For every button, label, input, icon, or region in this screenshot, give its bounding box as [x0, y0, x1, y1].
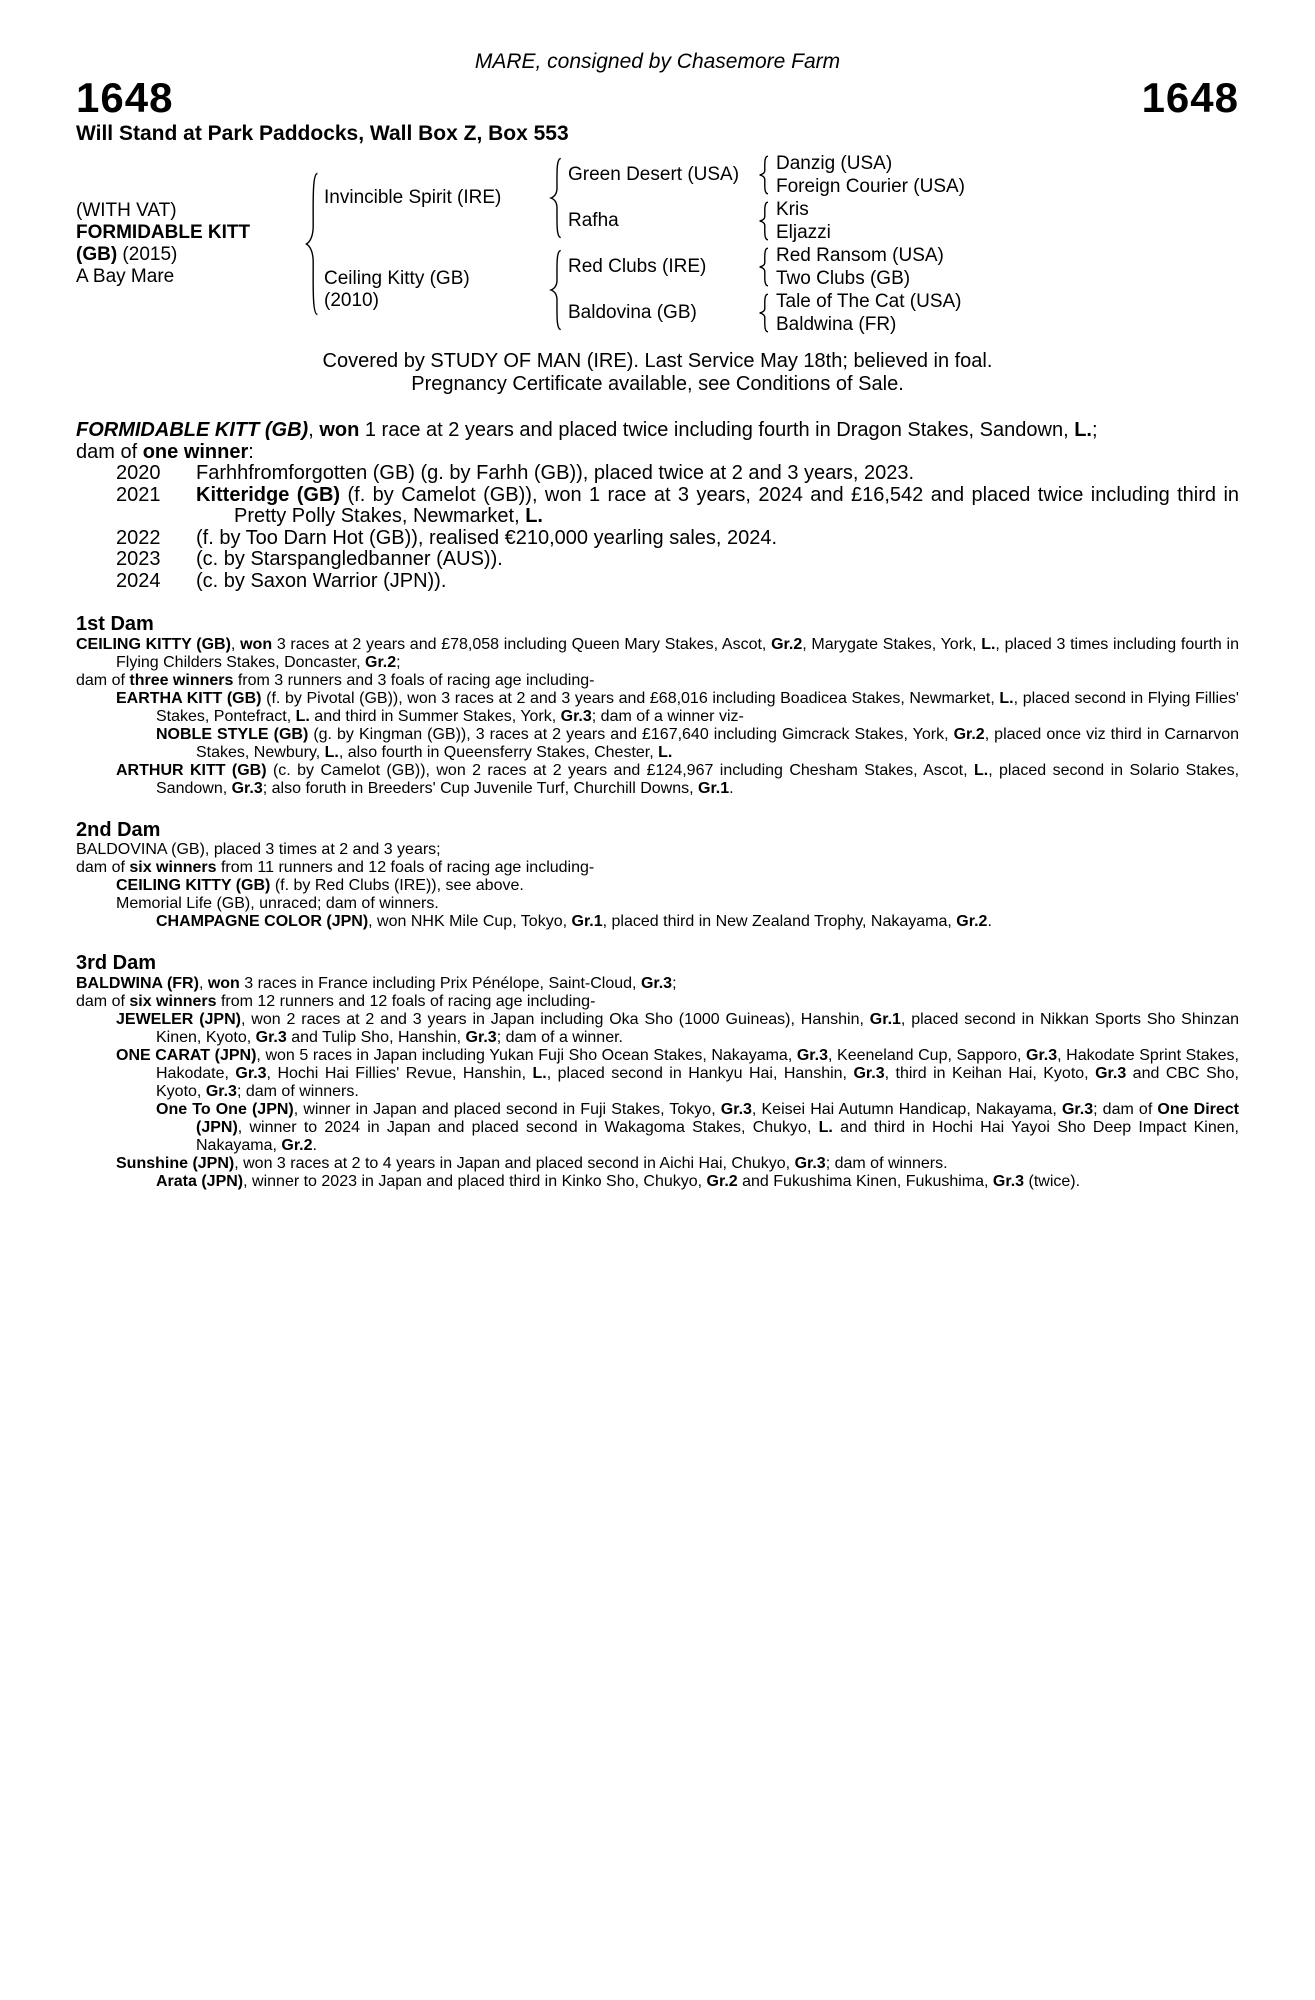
dam-sire-name: [568, 244, 750, 290]
produce-record-row: [76, 485, 1239, 528]
produce-record-row: [76, 528, 1239, 550]
pedigree-brace-column-1: [298, 152, 324, 336]
gen3-name-text: Danzig (USA): [776, 152, 893, 174]
vat-note: (WITH VAT): [76, 200, 177, 221]
paragraph-dam3-damof: dam of six winners from 12 runners and 12 foals of racing age including-: [76, 992, 596, 1010]
first-dam-heading: 1st Dam: [76, 613, 154, 635]
pedigree-gen2-column: [568, 152, 750, 336]
pedigree-gen3-column: [776, 152, 1239, 336]
pedigree-gen1-column: [324, 152, 542, 336]
covering-details: [76, 350, 1239, 396]
covered-line: Covered by STUDY OF MAN (IRE). Last Service May 18th; believed in foal.: [322, 350, 993, 372]
mare-race-record: FORMIDABLE KITT (GB), won 1 race at 2 years and placed twice including fourth in Dragon Stakes, Sandown, L.;: [76, 419, 1098, 441]
produce-year: 2023: [116, 548, 161, 570]
pedigree-brace-icon: [303, 152, 320, 336]
paragraph-sunshine: Sunshine (JPN), won 3 races at 2 to 4 years in Japan and placed second in Aichi Hai, Chukyo, Gr.3; dam of winners.: [116, 1154, 948, 1172]
pedigree-brace-icon: [548, 152, 563, 244]
pedigree-brace-icon: [757, 290, 770, 336]
paragraph-eartha-kitt: EARTHA KITT (GB) (f. by Pivotal (GB)), won 3 races at 2 and 3 years and £68,016 including Boadicea Stakes, Newmarket, L., placed second in Flying Fillies' Stakes, Pontefract, L. and third in Summer Stakes, York, Gr.3; dam of a winner viz-: [116, 689, 1239, 725]
gen3-name: [776, 221, 1239, 244]
pedigree-table: [76, 152, 1239, 336]
gen3-name-text: Eljazzi: [776, 221, 831, 243]
consignor-line: MARE, consigned by Chasemore Farm: [474, 50, 841, 73]
sire-dam-text: Rafha: [568, 210, 619, 231]
first-dam-section: [76, 614, 1239, 798]
paragraph-arthur-kitt: ARTHUR KITT (GB) (c. by Camelot (GB)), won 2 races at 2 years and £124,967 including Chesham Stakes, Ascot, L., placed second in Solario Stakes, Sandown, Gr.3; also foruth in Breeders' Cup Juvenile Turf, Churchill Downs, Gr.1.: [116, 761, 1240, 797]
pregnancy-line: Pregnancy Certificate available, see Conditions of Sale.: [411, 373, 904, 395]
paragraph-champagne-color: CHAMPAGNE COLOR (JPN), won NHK Mile Cup, Tokyo, Gr.1, placed third in New Zealand Trophy, Nakayama, Gr.2.: [156, 913, 992, 930]
paragraph-baldwina: BALDWINA (FR), won 3 races in France including Prix Pénélope, Saint-Cloud, Gr.3;: [76, 974, 677, 992]
produce-year: 2020: [116, 462, 161, 484]
dam-year-text: (2010): [324, 290, 379, 311]
dam-name: [324, 244, 542, 336]
paragraph-jeweler: JEWELER (JPN), won 2 races at 2 and 3 years in Japan including Oka Sho (1000 Guineas), Hanshin, Gr.1, placed second in Nikkan Sports Sho Shinzan Kinen, Kyoto, Gr.3 and Tulip Sho, Hanshin, Gr.3; dam of a winner.: [116, 1010, 1239, 1046]
horse-info-block: [76, 152, 298, 336]
gen3-name: [776, 198, 1239, 221]
produce-text: Farhhfromforgotten (GB) (g. by Farhh (GB)), placed twice at 2 and 3 years, 2023.: [196, 462, 915, 484]
paragraph-baldovina: BALDOVINA (GB), placed 3 times at 2 and 3 years;: [76, 841, 441, 858]
second-dam-heading: 2nd Dam: [76, 818, 161, 841]
dam-sire-text: Red Clubs (IRE): [568, 256, 707, 277]
gen3-name: [776, 244, 1239, 267]
pedigree-brace-column-3: [750, 152, 776, 336]
produce-year: 2024: [116, 569, 161, 592]
third-dam-heading: 3rd Dam: [76, 952, 157, 974]
gen3-name: [776, 175, 1239, 198]
pedigree-brace-icon: [548, 244, 563, 336]
third-dam-section: [76, 953, 1239, 1191]
race-record-section: [76, 420, 1239, 592]
dam-dam-name: [568, 290, 750, 336]
gen3-name-text: Tale of The Cat (USA): [776, 290, 962, 312]
pedigree-brace-icon: [757, 244, 770, 290]
sire-sire-name: [568, 152, 750, 198]
gen3-name: [776, 152, 1239, 175]
lot-number-right: 1648: [1141, 74, 1239, 121]
paragraph-one-to-one: One To One (JPN), winner in Japan and placed second in Fuji Stakes, Tokyo, Gr.3, Keisei Hai Autumn Handicap, Nakayama, Gr.3; dam of One Direct (JPN), winner to 2024 in Japan and placed second in Wakagoma Stakes, Chukyo, L. and third in Hochi Hai Yayoi Sho Deep Impact Kinen, Nakayama, Gr.2.: [156, 1100, 1239, 1154]
pedigree-brace-icon: [757, 152, 770, 198]
sire-name: [324, 152, 542, 244]
horse-suffix: (GB) (2015): [76, 244, 178, 265]
paragraph-one-carat: ONE CARAT (JPN), won 5 races in Japan including Yukan Fuji Sho Ocean Stakes, Nakayama, Gr.3, Keeneland Cup, Sapporo, Gr.3, Hakodate Sprint Stakes, Hakodate, Gr.3, Hochi Hai Fillies' Revue, Hanshin, L., placed second in Hankyu Hai, Hanshin, Gr.3, third in Keihan Hai, Kyoto, Gr.3 and CBC Sho, Kyoto, Gr.3; dam of winners.: [116, 1046, 1240, 1100]
paragraph-noble-style: NOBLE STYLE (GB) (g. by Kingman (GB)), 3 races at 2 years and £167,640 including Gimcrack Stakes, York, Gr.2, placed once viz third in Carnarvon Stakes, Newbury, L., also fourth in Queensferry Stakes, Chester, L.: [156, 725, 1240, 761]
paragraph-arata: Arata (JPN), winner to 2023 in Japan and placed third in Kinko Sho, Chukyo, Gr.2 and Fukushima Kinen, Fukushima, Gr.3 (twice).: [156, 1172, 1081, 1190]
gen3-name-text: Foreign Courier (USA): [776, 175, 965, 197]
produce-record-row: [76, 549, 1239, 571]
stand-location-line: Will Stand at Park Paddocks, Wall Box Z, Box 553: [76, 122, 569, 145]
dam-name-text: Ceiling Kitty (GB): [324, 268, 470, 289]
produce-text: Kitteridge (GB) (f. by Camelot (GB)), won 1 race at 3 years, 2024 and £16,542 and placed twice including third in Pretty Polly Stakes, Newmarket, L.: [196, 483, 1240, 527]
paragraph-dam2-damof: dam of six winners from 11 runners and 12 foals of racing age including-: [76, 859, 595, 876]
produce-text: (c. by Saxon Warrior (JPN)).: [196, 569, 447, 592]
paragraph-dam1-damof: dam of three winners from 3 runners and 3 foals of racing age including-: [76, 671, 595, 689]
gen3-name: [776, 313, 1239, 336]
lot-number-left: 1648: [76, 74, 174, 121]
gen3-name-text: Two Clubs (GB): [776, 267, 911, 289]
gen3-name-text: Kris: [776, 198, 809, 220]
gen3-name-text: Red Ransom (USA): [776, 244, 944, 266]
sire-sire-text: Green Desert (USA): [568, 164, 740, 185]
produce-year: 2021: [116, 483, 161, 506]
pedigree-brace-icon: [757, 198, 770, 244]
horse-color-sex: A Bay Mare: [76, 266, 175, 287]
gen3-name: [776, 290, 1239, 313]
dam-dam-text: Baldovina (GB): [568, 302, 697, 323]
paragraph-ceiling-kitty: CEILING KITTY (GB), won 3 races at 2 years and £78,058 including Queen Mary Stakes, Ascot, Gr.2, Marygate Stakes, York, L., placed 3 times including fourth in Flying Childers Stakes, Doncaster, Gr.2;: [76, 635, 1239, 671]
horse-name: FORMIDABLE KITT: [76, 222, 251, 243]
produce-year: 2022: [116, 526, 161, 549]
sire-dam-name: [568, 198, 750, 244]
paragraph-ceiling-kitty-ref: CEILING KITTY (GB) (f. by Red Clubs (IRE)), see above.: [116, 877, 524, 894]
paragraph-memorial-life: Memorial Life (GB), unraced; dam of winners.: [116, 895, 439, 912]
pedigree-brace-column-2: [542, 152, 568, 336]
gen3-name: [776, 267, 1239, 290]
sire-name-text: Invincible Spirit (IRE): [324, 187, 502, 208]
gen3-name-text: Baldwina (FR): [776, 313, 897, 335]
produce-text: (f. by Too Darn Hot (GB)), realised €210,000 yearling sales, 2024.: [196, 526, 778, 549]
produce-intro: dam of one winner:: [76, 440, 254, 463]
second-dam-section: [76, 820, 1239, 932]
produce-record-row: [76, 463, 1239, 485]
produce-record-row: [76, 571, 1239, 593]
lot-number-row: [76, 76, 1239, 120]
produce-text: (c. by Starspangledbanner (AUS)).: [196, 548, 503, 570]
